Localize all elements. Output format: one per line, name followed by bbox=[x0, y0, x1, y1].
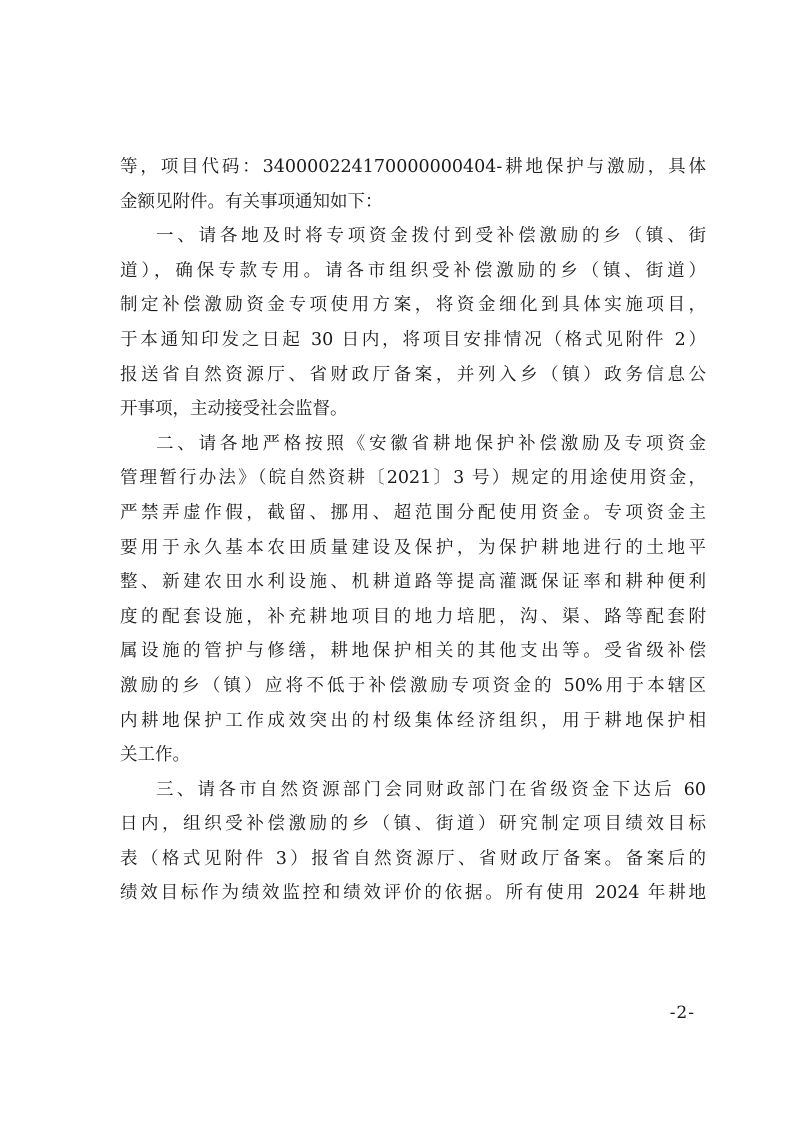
text-line: 制定补偿激励资金专项使用方案，将资金细化到具体实施项目， bbox=[120, 295, 706, 316]
text-line: 属设施的管护与修缮，耕地保护相关的其他支出等。受省级补偿 bbox=[120, 641, 706, 662]
text-line: 激励的乡（镇）应将不低于补偿激励专项资金的 50%用于本辖区 bbox=[120, 675, 706, 696]
document-body bbox=[120, 150, 706, 911]
text-line: 表（格式见附件 3）报省自然资源厅、省财政厅备案。备案后的 bbox=[120, 848, 706, 869]
text-line: 金额见附件。有关事项通知如下： bbox=[120, 191, 383, 212]
paragraph-start-line: 一、请各地及时将专项资金拨付到受补偿激励的乡（镇、街 bbox=[156, 226, 706, 247]
text-line: 管理暂行办法》（皖自然资耕〔2021〕3 号）规定的用途使用资金， bbox=[120, 468, 706, 489]
text-line: 日内，组织受补偿激励的乡（镇、街道）研究制定项目绩效目标 bbox=[120, 814, 706, 835]
page-number: -2- bbox=[669, 1003, 695, 1023]
text-line: 绩效目标作为绩效监控和绩效评价的依据。所有使用 2024 年耕地 bbox=[120, 883, 706, 904]
text-line: 要用于永久基本农田质量建设及保护，为保护耕地进行的土地平 bbox=[120, 537, 706, 558]
text-line: 严禁弄虚作假，截留、挪用、超范围分配使用资金。专项资金主 bbox=[120, 502, 706, 523]
text-line: 整、新建农田水利设施、机耕道路等提高灌溉保证率和耕种便利 bbox=[120, 572, 706, 593]
text-line: 等，项目代码：340000224170000000404-耕地保护与激励，具体 bbox=[120, 157, 706, 177]
text-line: 道），确保专款专用。请各市组织受补偿激励的乡（镇、街道） bbox=[120, 260, 706, 281]
text-line: 内耕地保护工作成效突出的村级集体经济组织，用于耕地保护相 bbox=[120, 710, 706, 731]
text-line: 开事项，主动接受社会监督。 bbox=[120, 399, 348, 420]
text-line: 报送省自然资源厅、省财政厅备案，并列入乡（镇）政务信息公 bbox=[120, 364, 706, 385]
paragraph-start-line: 二、请各地严格按照《安徽省耕地保护补偿激励及专项资金 bbox=[156, 433, 706, 454]
text-line: 关工作。 bbox=[120, 745, 190, 766]
text-line: 度的配套设施，补充耕地项目的地力培肥，沟、渠、路等配套附 bbox=[120, 606, 706, 627]
text-line: 于本通知印发之日起 30 日内，将项目安排情况（格式见附件 2） bbox=[120, 329, 706, 350]
paragraph-start-line: 三、请各市自然资源部门会同财政部门在省级资金下达后 60 bbox=[156, 779, 706, 800]
